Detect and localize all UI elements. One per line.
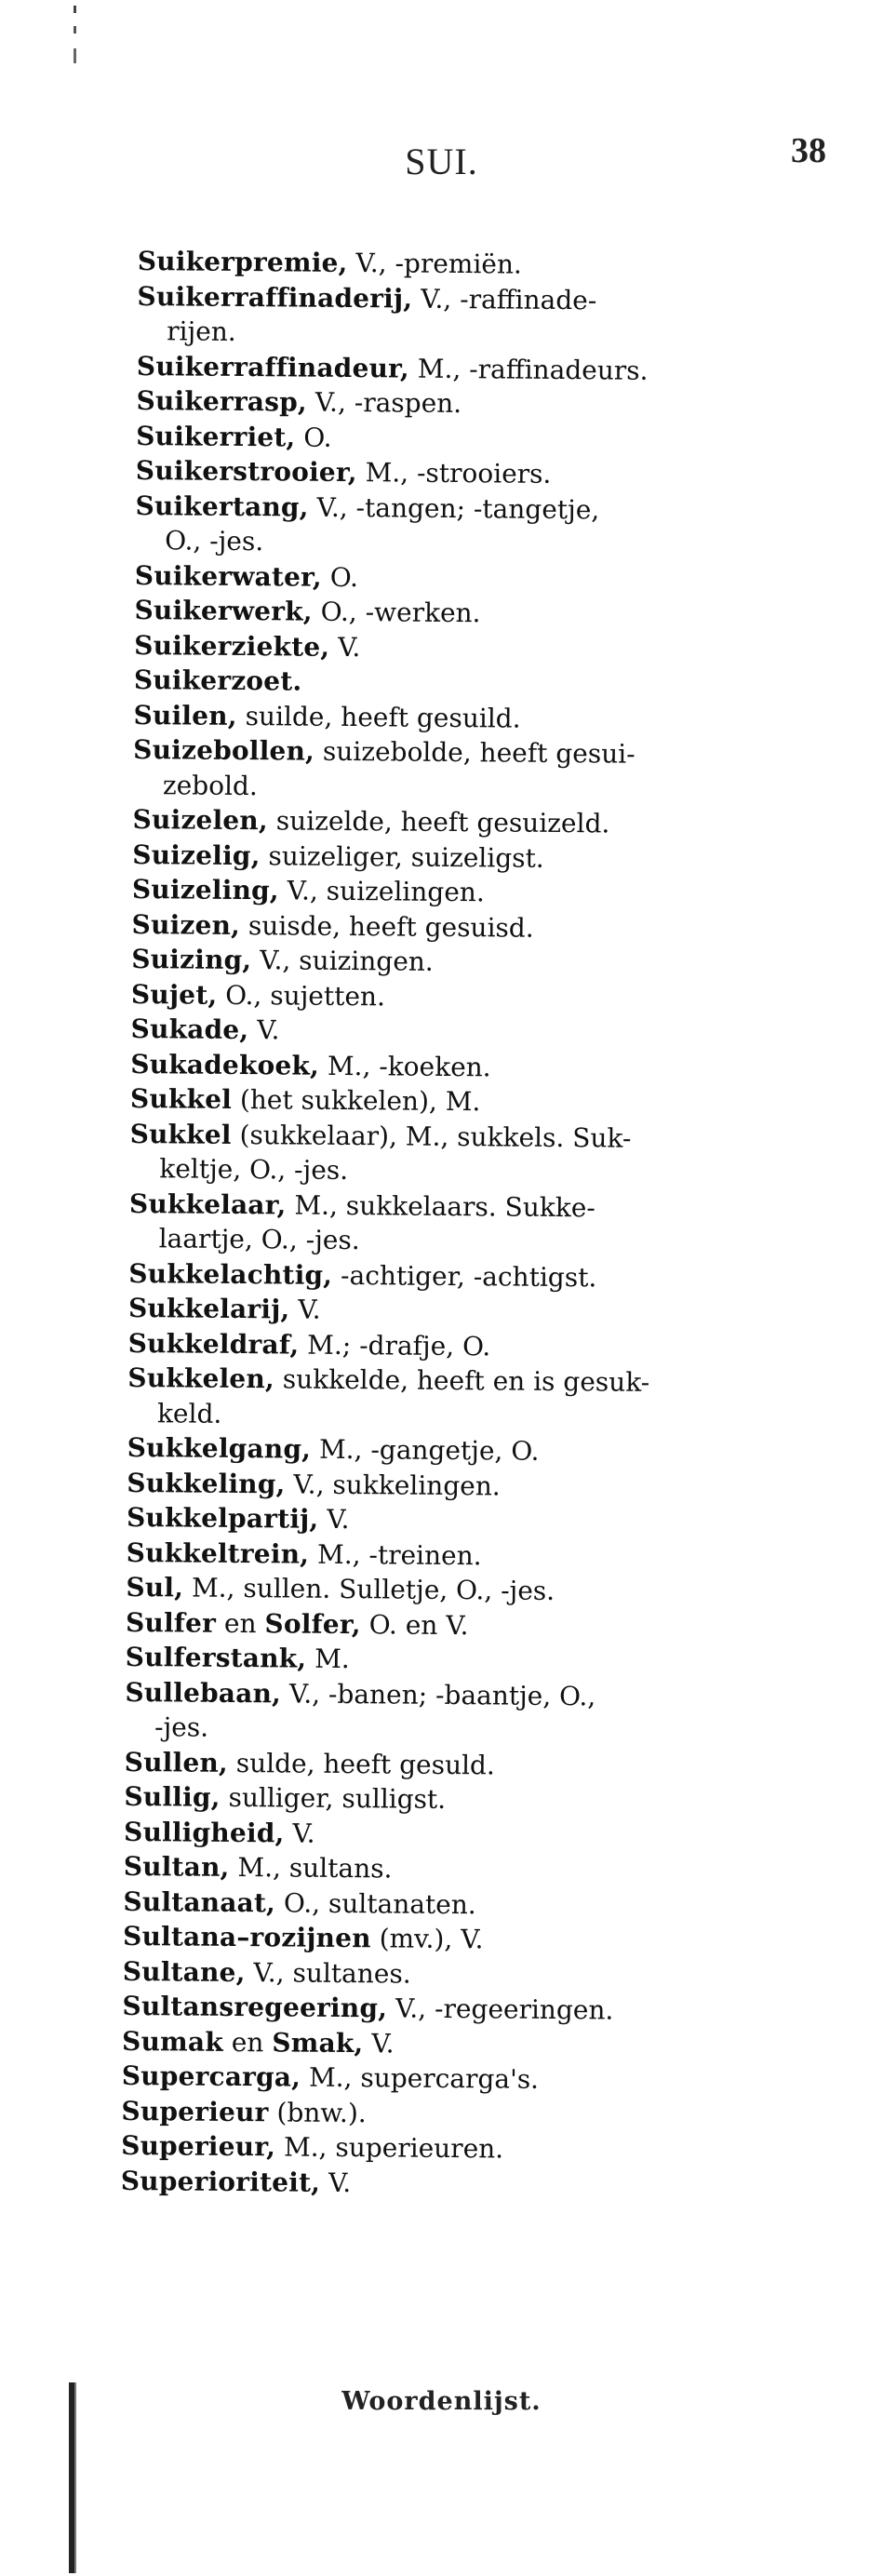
dictionary-entry <box>123 1919 830 1960</box>
entry-grammar: V., -tangen; -tangetje, <box>308 491 600 525</box>
dictionary-entry <box>124 1849 831 1890</box>
headword: Sukkeldraf, <box>127 1327 300 1361</box>
entry-grammar: en <box>222 2026 273 2058</box>
headword: Sultana–rozijnen <box>122 1920 371 1954</box>
headword: Sukkelachtig, <box>128 1257 333 1291</box>
entry-continuation <box>135 523 842 564</box>
headword: Suizeling, <box>131 873 279 906</box>
entry-grammar: O., sultanaten. <box>274 1886 476 1920</box>
entry-grammar: V. <box>363 2027 395 2059</box>
dictionary-entry <box>136 383 843 424</box>
entry-grammar: en <box>215 1607 265 1639</box>
headword: Suizelen, <box>132 803 269 837</box>
entry-grammar: O., -werken. <box>312 596 481 629</box>
entry-grammar: (sukkelaar), M., sukkels. Suk- <box>231 1119 632 1154</box>
entry-grammar: V., -premiën. <box>347 247 523 280</box>
dictionary-entry <box>130 1012 837 1053</box>
entry-grammar: zebold. <box>162 769 258 801</box>
entry-grammar: laartje, O., -jes. <box>158 1223 360 1256</box>
entry-grammar: V. <box>329 631 361 663</box>
dictionary-entry <box>122 1989 829 2030</box>
running-head: SUI. <box>405 141 478 182</box>
entry-grammar: rijen. <box>167 315 236 347</box>
entry-grammar: V. <box>248 1014 280 1046</box>
entry-grammar: M., sultans. <box>229 1851 393 1885</box>
entry-grammar: suilde, heeft gesuild. <box>236 700 521 734</box>
entry-grammar: V., -regeeringen. <box>386 1992 614 2026</box>
headword: Sul, <box>126 1571 184 1603</box>
headword: Sultanaat, <box>123 1885 276 1918</box>
entry-grammar: V. <box>284 1817 315 1849</box>
headword: Suikerraffinadeur, <box>136 350 410 384</box>
headword: Sujet, <box>130 978 218 1011</box>
dictionary-entry <box>127 1500 834 1541</box>
entry-grammar: V., -raspen. <box>306 386 462 420</box>
headword: Suikerwater, <box>134 559 323 593</box>
dictionary-entry <box>121 2163 828 2204</box>
dictionary-entry <box>134 593 841 634</box>
entry-grammar: O. <box>321 561 359 593</box>
entry-continuation <box>129 1221 836 1262</box>
entry-grammar: M.; -drafje, O. <box>299 1329 491 1362</box>
dictionary-entry <box>127 1430 835 1471</box>
entry-grammar: suizeliger, suizeligst. <box>260 839 544 874</box>
dictionary-entry <box>125 1674 832 1715</box>
entry-grammar: -achtiger, -achtigst. <box>332 1259 597 1293</box>
scan-edge-mark <box>74 6 76 78</box>
entry-grammar: O. <box>295 421 332 453</box>
dictionary-entry <box>136 453 843 494</box>
entry-grammar: M. <box>306 1643 350 1675</box>
entry-grammar: sulde, heeft gesuld. <box>227 1747 495 1780</box>
headword: Sullig, <box>124 1780 221 1813</box>
headword: Solfer, <box>264 1607 361 1640</box>
dictionary-entry <box>127 1361 835 1402</box>
headword: Supercarga, <box>121 2059 301 2093</box>
headword: Sultane, <box>122 1955 246 1988</box>
headword: Suikerrasp, <box>136 384 308 418</box>
headword: Suikerwerk, <box>134 594 313 627</box>
dictionary-entry <box>122 2059 829 2100</box>
headword: Sukkel <box>129 1082 233 1115</box>
headword: Sultan, <box>123 1850 230 1883</box>
headword: Smak, <box>272 2026 364 2059</box>
headword: Superieur, <box>121 2129 276 2163</box>
headword: Sulligheid, <box>123 1816 285 1848</box>
headword: Suikerstrooier, <box>135 454 357 489</box>
entry-grammar: (mv.), V. <box>370 1923 484 1955</box>
entry-grammar: M., -raffinadeurs. <box>408 353 649 386</box>
headword: Suikerzoet. <box>133 664 302 697</box>
entry-grammar: V., sukkelingen. <box>285 1468 501 1501</box>
dictionary-entry <box>133 732 840 773</box>
dictionary-entry <box>132 872 839 913</box>
entry-grammar: M., sukkelaars. Sukke- <box>286 1188 595 1223</box>
entry-grammar: keltje, O., -jes. <box>159 1153 349 1187</box>
headword: Suikerraffinaderij, <box>137 280 413 315</box>
entry-grammar: V. <box>289 1294 321 1325</box>
entry-list <box>121 244 845 2205</box>
headword: Suizebollen, <box>133 733 315 767</box>
entry-grammar: V. <box>318 1503 350 1536</box>
entry-grammar: suizelde, heeft gesuizeld. <box>267 805 610 839</box>
entry-grammar: V., sultanes. <box>245 1956 411 1990</box>
headword: Sukadekoek, <box>130 1048 320 1081</box>
entry-grammar: O., -jes. <box>165 525 264 557</box>
headword: Sulferstank, <box>125 1641 307 1674</box>
entry-grammar: V., -raffinade- <box>412 283 597 315</box>
dictionary-entry <box>131 942 838 983</box>
dictionary-entry <box>134 663 841 704</box>
headword: Suikerziekte, <box>134 629 330 663</box>
headword: Suilen, <box>133 699 237 731</box>
entry-grammar: (het sukkelen), M. <box>231 1083 481 1118</box>
entry-grammar: V., -banen; -baantje, O., <box>280 1677 596 1711</box>
headword: Sullen, <box>124 1746 229 1778</box>
headword: Suikerriet, <box>136 420 296 452</box>
entry-grammar: sulliger, sulligst. <box>220 1781 447 1815</box>
headword: Sukkeling, <box>127 1467 286 1499</box>
dictionary-entry <box>121 2128 828 2169</box>
headword: Sukkelaar, <box>128 1187 287 1220</box>
entry-grammar: V., suizingen. <box>251 945 434 977</box>
dictionary-entry <box>126 1640 833 1681</box>
dictionary-entry <box>137 278 844 319</box>
dictionary-entry <box>138 244 845 285</box>
dictionary-entry <box>124 1779 831 1820</box>
headword: Sukkeltrein, <box>126 1536 310 1570</box>
headword: Sukkelpartij, <box>126 1501 319 1535</box>
headword: Sukkelgang, <box>127 1431 312 1465</box>
headword: Superioriteit, <box>120 2165 321 2198</box>
entry-grammar: V. <box>319 2167 352 2198</box>
headword: Superieur <box>121 2095 269 2127</box>
dictionary-entry <box>126 1570 833 1611</box>
headword: Sulfer <box>125 1606 217 1639</box>
headword: Suikertang, <box>135 490 309 523</box>
dictionary-entry <box>128 1291 836 1332</box>
page-number: 38 <box>791 131 826 170</box>
dictionary-entry <box>132 802 839 843</box>
headword: Sullebaan, <box>125 1676 282 1709</box>
entry-grammar: M., superieuren. <box>275 2131 504 2165</box>
entry-grammar: M., -koeken. <box>318 1050 491 1082</box>
entry-grammar: M., sullen. Sulletje, O., -jes. <box>183 1572 555 1606</box>
headword: Sultansregeering, <box>122 1990 388 2024</box>
dictionary-entry <box>130 1081 837 1122</box>
entry-grammar: M., -gangetje, O. <box>310 1433 540 1467</box>
entry-grammar: M., -strooiers. <box>356 457 552 490</box>
headword: Sukkelarij, <box>127 1292 290 1325</box>
entry-grammar: O. en V. <box>360 1608 469 1641</box>
entry-grammar: M., supercarga's. <box>301 2061 540 2095</box>
headword: Sukkelen, <box>127 1362 275 1395</box>
entry-grammar: sukkelde, heeft en is gesuk- <box>274 1363 650 1398</box>
entry-grammar: keld. <box>156 1397 222 1429</box>
headword: Sukade, <box>130 1013 249 1046</box>
entry-continuation <box>129 1151 836 1192</box>
signature-line: Woordenlijst. <box>341 2387 542 2416</box>
entry-grammar: V., suizelingen. <box>278 875 485 908</box>
entry-grammar: suisde, heeft gesuisd. <box>239 909 534 944</box>
entry-grammar: (bnw.). <box>268 2096 367 2128</box>
headword: Suizen, <box>131 908 241 941</box>
headword: Suizelig, <box>132 839 261 871</box>
headword: Suizing, <box>131 943 252 976</box>
entry-grammar: -jes. <box>154 1711 209 1743</box>
entry-grammar: O., sujetten. <box>217 979 386 1012</box>
entry-grammar: suizebolde, heeft gesui- <box>314 735 635 770</box>
headword: Sumak <box>122 2025 224 2058</box>
headword: Suikerpremie, <box>137 245 348 278</box>
headword: Sukkel <box>129 1118 232 1150</box>
entry-grammar: M., -treinen. <box>309 1538 482 1571</box>
